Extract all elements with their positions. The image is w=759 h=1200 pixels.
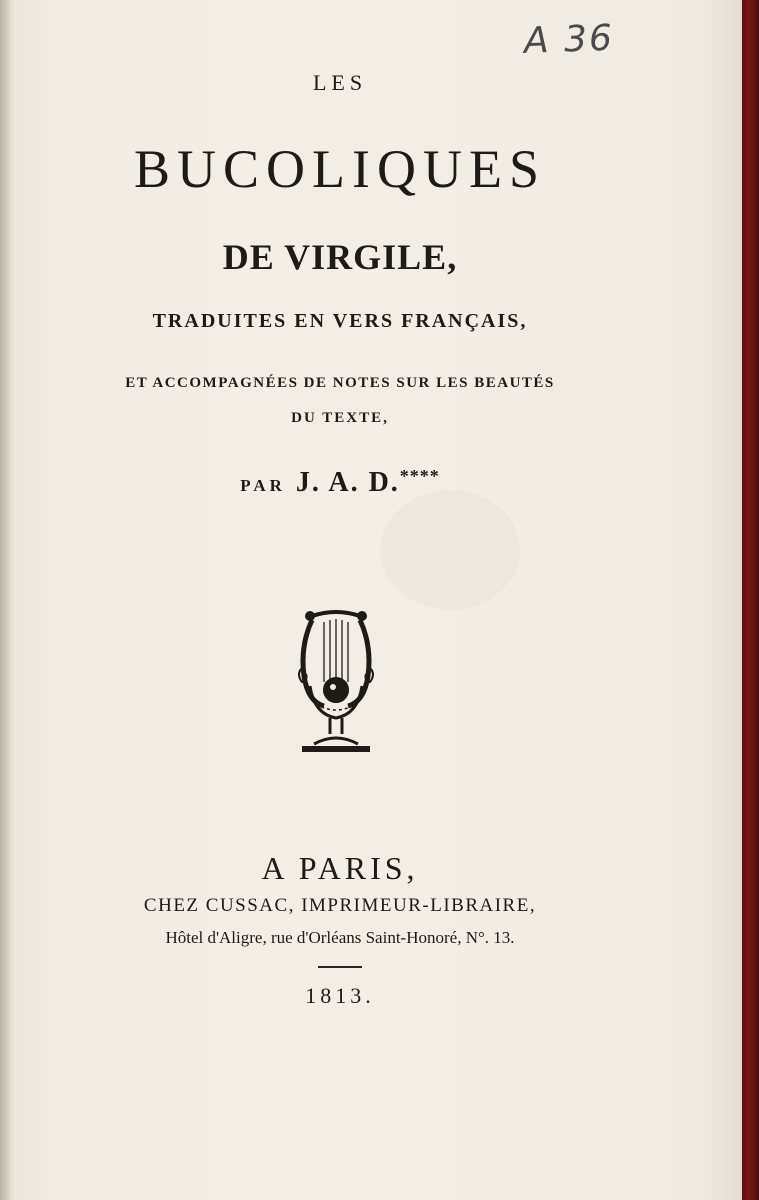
paper-stain bbox=[380, 490, 520, 610]
imprint-place: A PARIS, bbox=[261, 850, 419, 886]
author-stars: **** bbox=[399, 466, 440, 486]
imprint-rule bbox=[318, 966, 362, 968]
lyre-vignette-icon bbox=[294, 606, 378, 758]
author-par: PAR bbox=[240, 476, 286, 495]
notes-line-continued: DU TEXTE, bbox=[291, 410, 389, 426]
imprint-address: Hôtel d'Aligre, rue d'Orléans Saint-Honoré, N°. 13. bbox=[165, 928, 515, 947]
notes-line: ET ACCOMPAGNÉES DE NOTES SUR LES BEAUTÉS bbox=[125, 375, 555, 391]
author-initials: J. A. D. bbox=[295, 467, 400, 498]
title-article: LES bbox=[312, 70, 368, 95]
imprint-year: 1813. bbox=[305, 983, 375, 1008]
author-line bbox=[0, 466, 680, 499]
book-cover-edge bbox=[742, 0, 759, 1200]
main-title: BUCOLIQUES bbox=[133, 139, 546, 199]
handwritten-shelfmark: A 36 bbox=[523, 17, 615, 62]
subtitle-author: DE VIRGILE, bbox=[222, 237, 458, 277]
translation-note: TRADUITES EN VERS FRANÇAIS, bbox=[152, 310, 528, 332]
imprint-publisher: CHEZ CUSSAC, IMPRIMEUR-LIBRAIRE, bbox=[143, 895, 537, 916]
